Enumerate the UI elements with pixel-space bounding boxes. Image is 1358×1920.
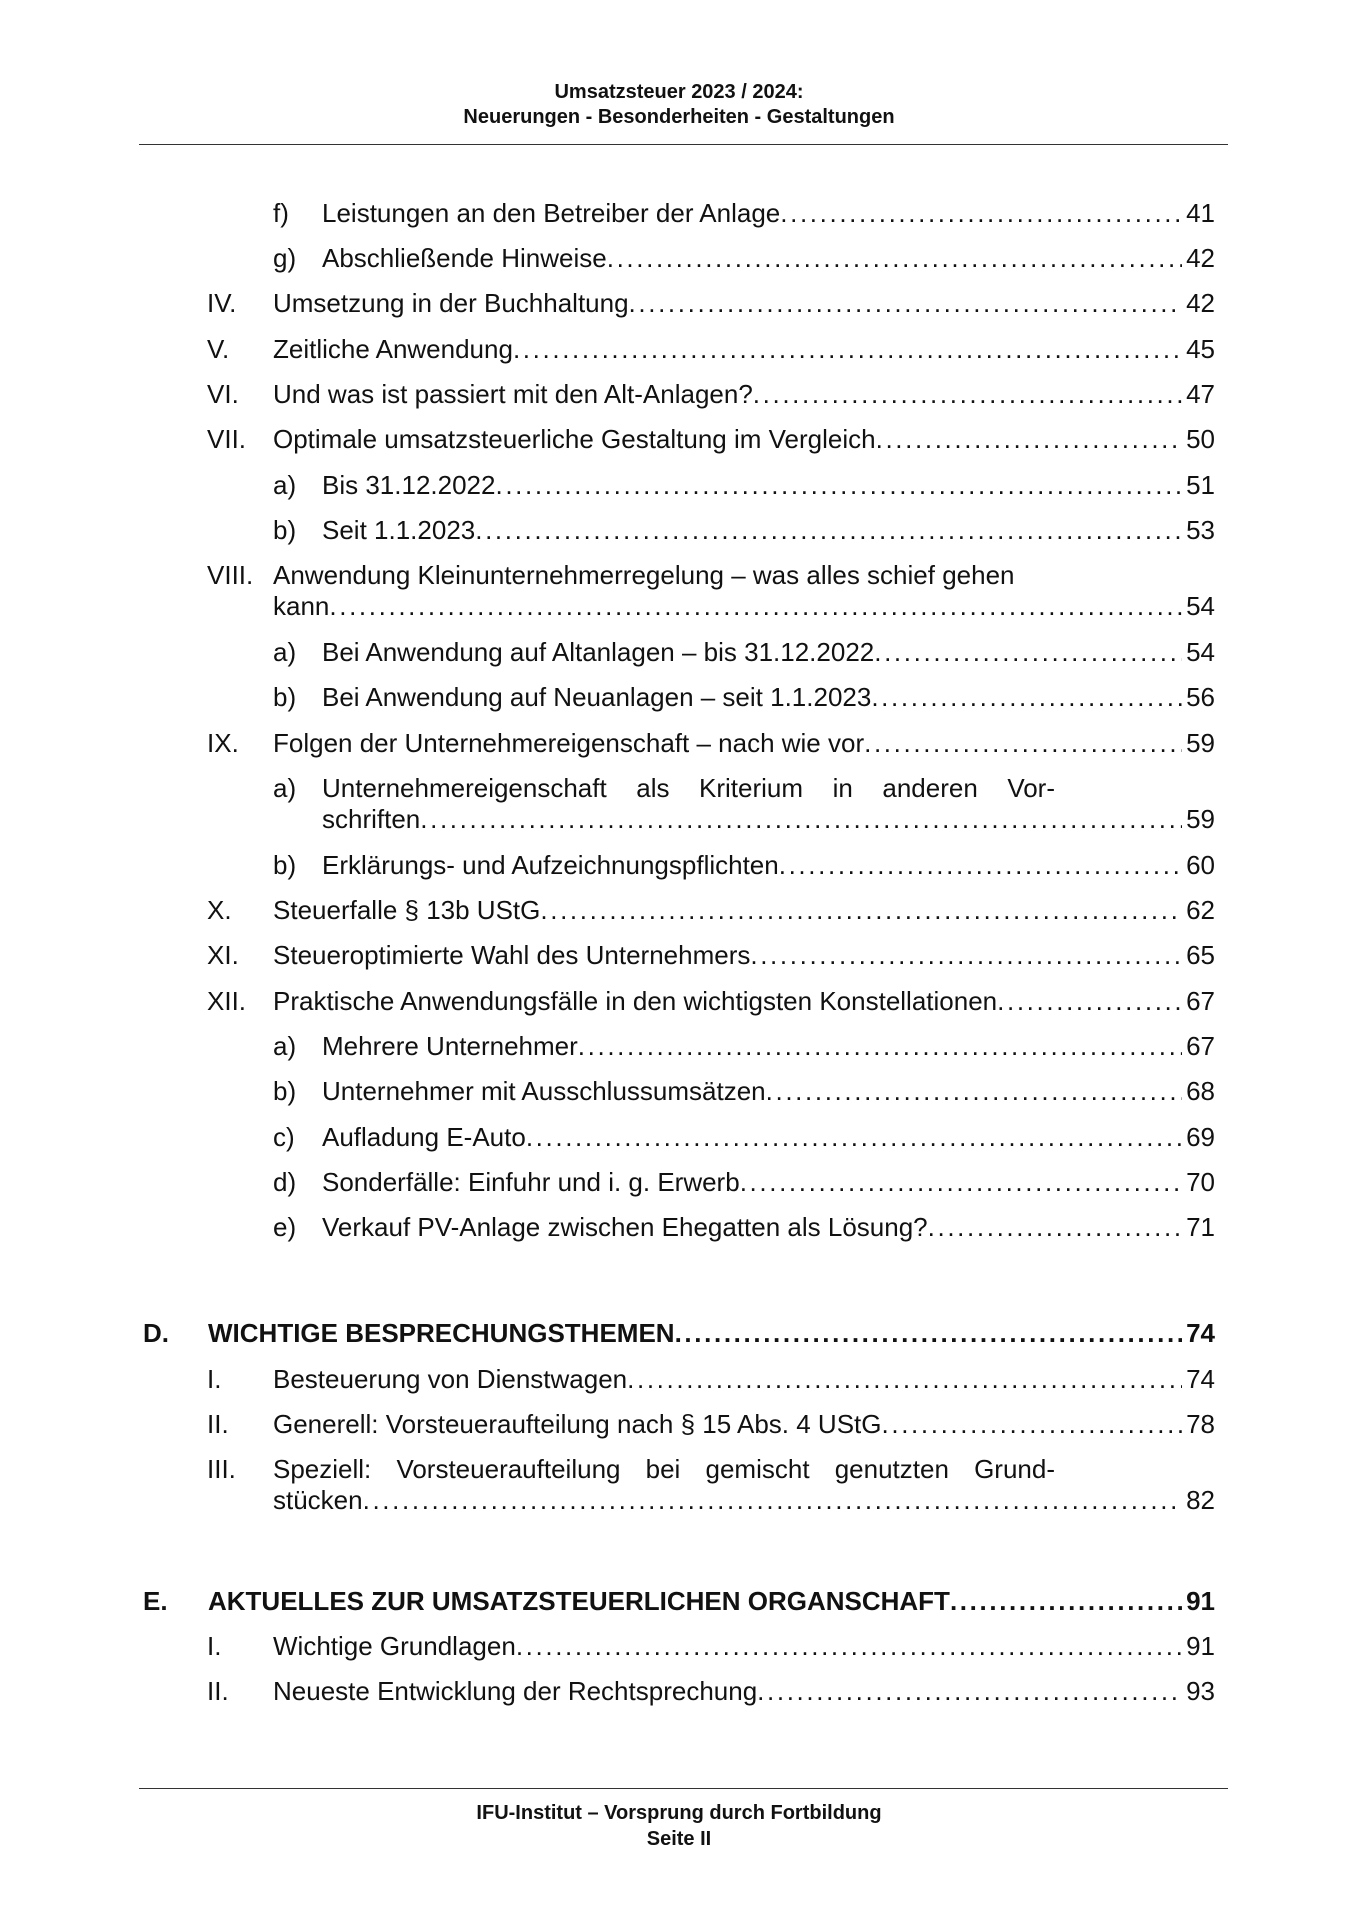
- toc-title-block: [273, 895, 1215, 926]
- toc-title-block: [322, 198, 1215, 229]
- toc-page-number: 69: [1186, 1122, 1215, 1152]
- toc-title-block: [322, 1122, 1215, 1153]
- toc-number: a): [273, 470, 297, 500]
- toc-title: Sonderfälle: Einfuhr und i. g. Erwerb: [322, 1167, 740, 1197]
- toc-number: b): [273, 682, 297, 712]
- toc-title-word: genutzten: [834, 1454, 949, 1484]
- toc-title-word: Speziell:: [273, 1454, 372, 1484]
- toc-dot-leader: [420, 804, 1182, 835]
- toc-dot-leader: [928, 1212, 1182, 1243]
- toc-leader-line: [322, 515, 1215, 546]
- toc-dot-leader: [329, 591, 1182, 622]
- toc-page-number: 60: [1186, 850, 1215, 880]
- toc-leader-line: [322, 1076, 1215, 1107]
- toc-title-block: [273, 728, 1215, 759]
- toc-title-block: [322, 682, 1215, 713]
- page-footer: [0, 1800, 1358, 1852]
- toc-leader-line: [273, 728, 1215, 759]
- toc-number: D.: [143, 1318, 169, 1348]
- toc-title-block: [322, 850, 1215, 881]
- toc-title: WICHTIGE BESPRECHUNGSTHEMEN: [208, 1318, 675, 1348]
- toc-dot-leader: [876, 424, 1182, 455]
- toc-page-number: 68: [1186, 1076, 1215, 1106]
- toc-dot-leader: [526, 1122, 1182, 1153]
- toc-page-number: 45: [1186, 334, 1215, 364]
- toc-page-number: 41: [1186, 198, 1215, 228]
- footer-page-number: Seite II: [646, 1828, 712, 1850]
- toc-title-line: [322, 773, 1055, 804]
- toc-dot-leader: [516, 1631, 1182, 1662]
- toc-title-block: [273, 1676, 1215, 1707]
- toc-leader-line: [322, 637, 1215, 668]
- toc-title-block: [273, 424, 1215, 455]
- toc-number: b): [273, 1076, 297, 1106]
- toc-title-word: anderen: [882, 773, 978, 803]
- toc-dot-leader: [882, 1409, 1183, 1440]
- toc-title: AKTUELLES ZUR UMSATZSTEUERLICHEN ORGANSCHAFT: [208, 1586, 950, 1616]
- toc-title-word: als: [636, 773, 670, 803]
- toc-page-number: 54: [1186, 591, 1215, 621]
- toc-leader-line: [322, 682, 1215, 713]
- toc-title: Optimale umsatzsteuerliche Gestaltung im Vergleich: [273, 424, 876, 454]
- toc-leader-line: [273, 1485, 1215, 1516]
- toc-title: Und was ist passiert mit den Alt-Anlagen?: [273, 379, 753, 409]
- toc-dot-leader: [540, 895, 1182, 926]
- header-subtitle: Neuerungen - Besonderheiten - Gestaltungen: [463, 106, 895, 128]
- toc-dot-leader: [513, 334, 1182, 365]
- toc-title-line: Anwendung Kleinunternehmerregelung – was alles schief gehen: [273, 560, 1015, 590]
- toc-number: e): [273, 1212, 297, 1242]
- toc-dot-leader: [750, 940, 1182, 971]
- toc-number: d): [273, 1167, 297, 1197]
- toc-page-number: 56: [1186, 682, 1215, 712]
- toc-page-number: 67: [1186, 986, 1215, 1016]
- toc-title-block: [273, 1364, 1215, 1395]
- toc-leader-line: [273, 1364, 1215, 1395]
- toc-title-word: gemischt: [705, 1454, 810, 1484]
- toc-page-number: 91: [1186, 1586, 1215, 1616]
- toc-title-block: [322, 1212, 1215, 1243]
- toc-title-block: [322, 1167, 1215, 1198]
- toc-leader-line: [273, 591, 1215, 622]
- toc-leader-line: [322, 804, 1215, 835]
- toc-number: c): [273, 1122, 295, 1152]
- toc-dot-leader: [757, 1676, 1182, 1707]
- toc-title: schriften: [322, 804, 421, 834]
- toc-leader-line: [322, 243, 1215, 274]
- toc-page-number: 82: [1186, 1485, 1215, 1515]
- page-header: [0, 80, 1358, 130]
- toc-number: IV.: [207, 288, 237, 318]
- toc-page-number: 71: [1186, 1212, 1215, 1242]
- toc-number: b): [273, 850, 297, 880]
- toc-leader-line: [273, 1676, 1215, 1707]
- toc-leader-line: [322, 1212, 1215, 1243]
- toc-title-word: Grund-: [974, 1454, 1055, 1484]
- toc-title: Bis 31.12.2022: [322, 470, 496, 500]
- toc-title-block: [208, 1318, 1215, 1349]
- toc-dot-leader: [675, 1318, 1183, 1349]
- toc-number: II.: [207, 1676, 229, 1706]
- toc-page-number: 78: [1186, 1409, 1215, 1439]
- toc-title: Erklärungs- und Aufzeichnungspflichten: [322, 850, 779, 880]
- toc-title: Verkauf PV-Anlage zwischen Ehegatten als Lösung?: [322, 1212, 928, 1242]
- toc-title-block: [322, 773, 1215, 835]
- toc-title-block: [322, 637, 1215, 668]
- toc-number: f): [273, 198, 289, 228]
- toc-title-word: Vor-: [1007, 773, 1055, 803]
- toc-title: Wichtige Grundlagen: [273, 1631, 516, 1661]
- toc-dot-leader: [950, 1586, 1182, 1617]
- toc-title: Praktische Anwendungsfälle in den wichtigsten Konstellationen: [273, 986, 998, 1016]
- toc-dot-leader: [475, 515, 1182, 546]
- toc-number: a): [273, 637, 297, 667]
- toc-dot-leader: [363, 1485, 1182, 1516]
- toc-number: I.: [207, 1364, 222, 1394]
- toc-page-number: 47: [1186, 379, 1215, 409]
- toc-leader-line: [322, 850, 1215, 881]
- toc-title-block: [273, 940, 1215, 971]
- toc-leader-line: [273, 334, 1215, 365]
- toc-title: Steueroptimierte Wahl des Unternehmers: [273, 940, 751, 970]
- toc-title: Besteuerung von Dienstwagen: [273, 1364, 628, 1394]
- toc-title-block: [273, 334, 1215, 365]
- toc-title: Steuerfalle § 13b UStG: [273, 895, 541, 925]
- toc-dot-leader: [874, 637, 1182, 668]
- toc-title-block: [273, 1409, 1215, 1440]
- toc-dot-leader: [864, 728, 1182, 759]
- toc-dot-leader: [766, 1076, 1182, 1107]
- toc-title-block: [322, 1076, 1215, 1107]
- toc-dot-leader: [779, 850, 1182, 881]
- toc-page-number: 70: [1186, 1167, 1215, 1197]
- toc-dot-leader: [780, 198, 1182, 229]
- footer-institute: IFU-Institut – Vorsprung durch Fortbildung: [476, 1802, 882, 1824]
- toc-page-number: 59: [1186, 728, 1215, 758]
- toc-leader-line: [322, 198, 1215, 229]
- toc-page-number: 54: [1186, 637, 1215, 667]
- toc-leader-line: [273, 424, 1215, 455]
- toc-leader-line: [322, 1122, 1215, 1153]
- toc-title: Aufladung E-Auto: [322, 1122, 526, 1152]
- toc-title-word: bei: [645, 1454, 681, 1484]
- toc-leader-line: [273, 895, 1215, 926]
- toc-number: b): [273, 515, 297, 545]
- footer-rule: [139, 1788, 1228, 1789]
- toc-leader-line: [322, 470, 1215, 501]
- toc-title: Neueste Entwicklung der Rechtsprechung: [273, 1676, 758, 1706]
- toc-page-number: 74: [1186, 1364, 1215, 1394]
- toc-title: Abschließende Hinweise: [322, 243, 607, 273]
- toc-number: X.: [207, 895, 232, 925]
- toc-dot-leader: [753, 379, 1182, 410]
- toc-number: E.: [143, 1586, 168, 1616]
- toc-title-block: [273, 1631, 1215, 1662]
- toc-dot-leader: [607, 243, 1182, 274]
- toc-number: XII.: [207, 986, 247, 1016]
- toc-page-number: 62: [1186, 895, 1215, 925]
- toc-page-number: 59: [1186, 804, 1215, 834]
- toc-title: kann: [273, 591, 330, 621]
- toc-title-block: [322, 470, 1215, 501]
- toc-number: II.: [207, 1409, 229, 1439]
- toc-title-block: [273, 560, 1215, 622]
- toc-page-number: 51: [1186, 470, 1215, 500]
- toc-number: V.: [207, 334, 230, 364]
- toc-title: stücken: [273, 1485, 363, 1515]
- toc-title: Umsetzung in der Buchhaltung: [273, 288, 629, 318]
- toc-page-number: 42: [1186, 288, 1215, 318]
- toc-title-block: [273, 288, 1215, 319]
- toc-title-word: in: [832, 773, 853, 803]
- toc-dot-leader: [871, 682, 1182, 713]
- toc-title: Zeitliche Anwendung: [273, 334, 513, 364]
- toc-number: g): [273, 243, 297, 273]
- header-title: Umsatzsteuer 2023 / 2024:: [554, 81, 804, 103]
- toc-number: a): [273, 1031, 297, 1061]
- toc-page-number: 50: [1186, 424, 1215, 454]
- toc-leader-line: [273, 1409, 1215, 1440]
- toc-number: I.: [207, 1631, 222, 1661]
- toc-number: VII.: [207, 424, 247, 454]
- toc-title: Bei Anwendung auf Neuanlagen – seit 1.1.2023: [322, 682, 872, 712]
- toc-title-block: [322, 1031, 1215, 1062]
- toc-title-block: [322, 243, 1215, 274]
- toc-title-line: [273, 1454, 1055, 1485]
- toc-dot-leader: [495, 470, 1182, 501]
- toc-leader-line: [273, 986, 1215, 1017]
- toc-leader-line: [322, 1167, 1215, 1198]
- toc-dot-leader: [578, 1031, 1182, 1062]
- toc-title-block: [273, 986, 1215, 1017]
- toc-title: Bei Anwendung auf Altanlagen – bis 31.12.2022: [322, 637, 875, 667]
- toc-leader-line: [273, 379, 1215, 410]
- toc-dot-leader: [627, 1364, 1182, 1395]
- toc-leader-line: [208, 1586, 1215, 1617]
- toc-title: Mehrere Unternehmer: [322, 1031, 578, 1061]
- toc-number: VI.: [207, 379, 239, 409]
- toc-leader-line: [273, 288, 1215, 319]
- toc-page-number: 67: [1186, 1031, 1215, 1061]
- toc-title: Generell: Vorsteueraufteilung nach § 15 Abs. 4 UStG: [273, 1409, 882, 1439]
- toc-number: VIII.: [207, 560, 254, 590]
- toc-page-number: 93: [1186, 1676, 1215, 1706]
- toc-leader-line: [273, 1631, 1215, 1662]
- toc-title: Leistungen an den Betreiber der Anlage: [322, 198, 781, 228]
- toc-number: a): [273, 773, 297, 803]
- toc-title: Unternehmer mit Ausschlussumsätzen: [322, 1076, 766, 1106]
- toc-title-block: [322, 515, 1215, 546]
- toc-title: Seit 1.1.2023: [322, 515, 476, 545]
- toc-number: XI.: [207, 940, 239, 970]
- toc-leader-line: [322, 1031, 1215, 1062]
- toc-page-number: 42: [1186, 243, 1215, 273]
- toc-page-number: 91: [1186, 1631, 1215, 1661]
- toc-leader-line: [273, 940, 1215, 971]
- toc-number: IX.: [207, 728, 239, 758]
- toc-page-number: 65: [1186, 940, 1215, 970]
- toc-title: Folgen der Unternehmereigenschaft – nach wie vor: [273, 728, 865, 758]
- toc-title-word: Kriterium: [699, 773, 804, 803]
- toc-title-word: Unternehmereigenschaft: [322, 773, 607, 803]
- toc-number: III.: [207, 1454, 236, 1484]
- header-rule: [139, 144, 1228, 145]
- toc-dot-leader: [997, 986, 1182, 1017]
- toc-title-block: [273, 1454, 1215, 1516]
- toc-dot-leader: [740, 1167, 1182, 1198]
- toc-title-block: [208, 1586, 1215, 1617]
- toc-title-block: [273, 379, 1215, 410]
- toc-leader-line: [208, 1318, 1215, 1349]
- toc-page-number: 74: [1186, 1318, 1215, 1348]
- toc-page-number: 53: [1186, 515, 1215, 545]
- toc-title-word: Vorsteueraufteilung: [396, 1454, 621, 1484]
- toc-dot-leader: [629, 288, 1183, 319]
